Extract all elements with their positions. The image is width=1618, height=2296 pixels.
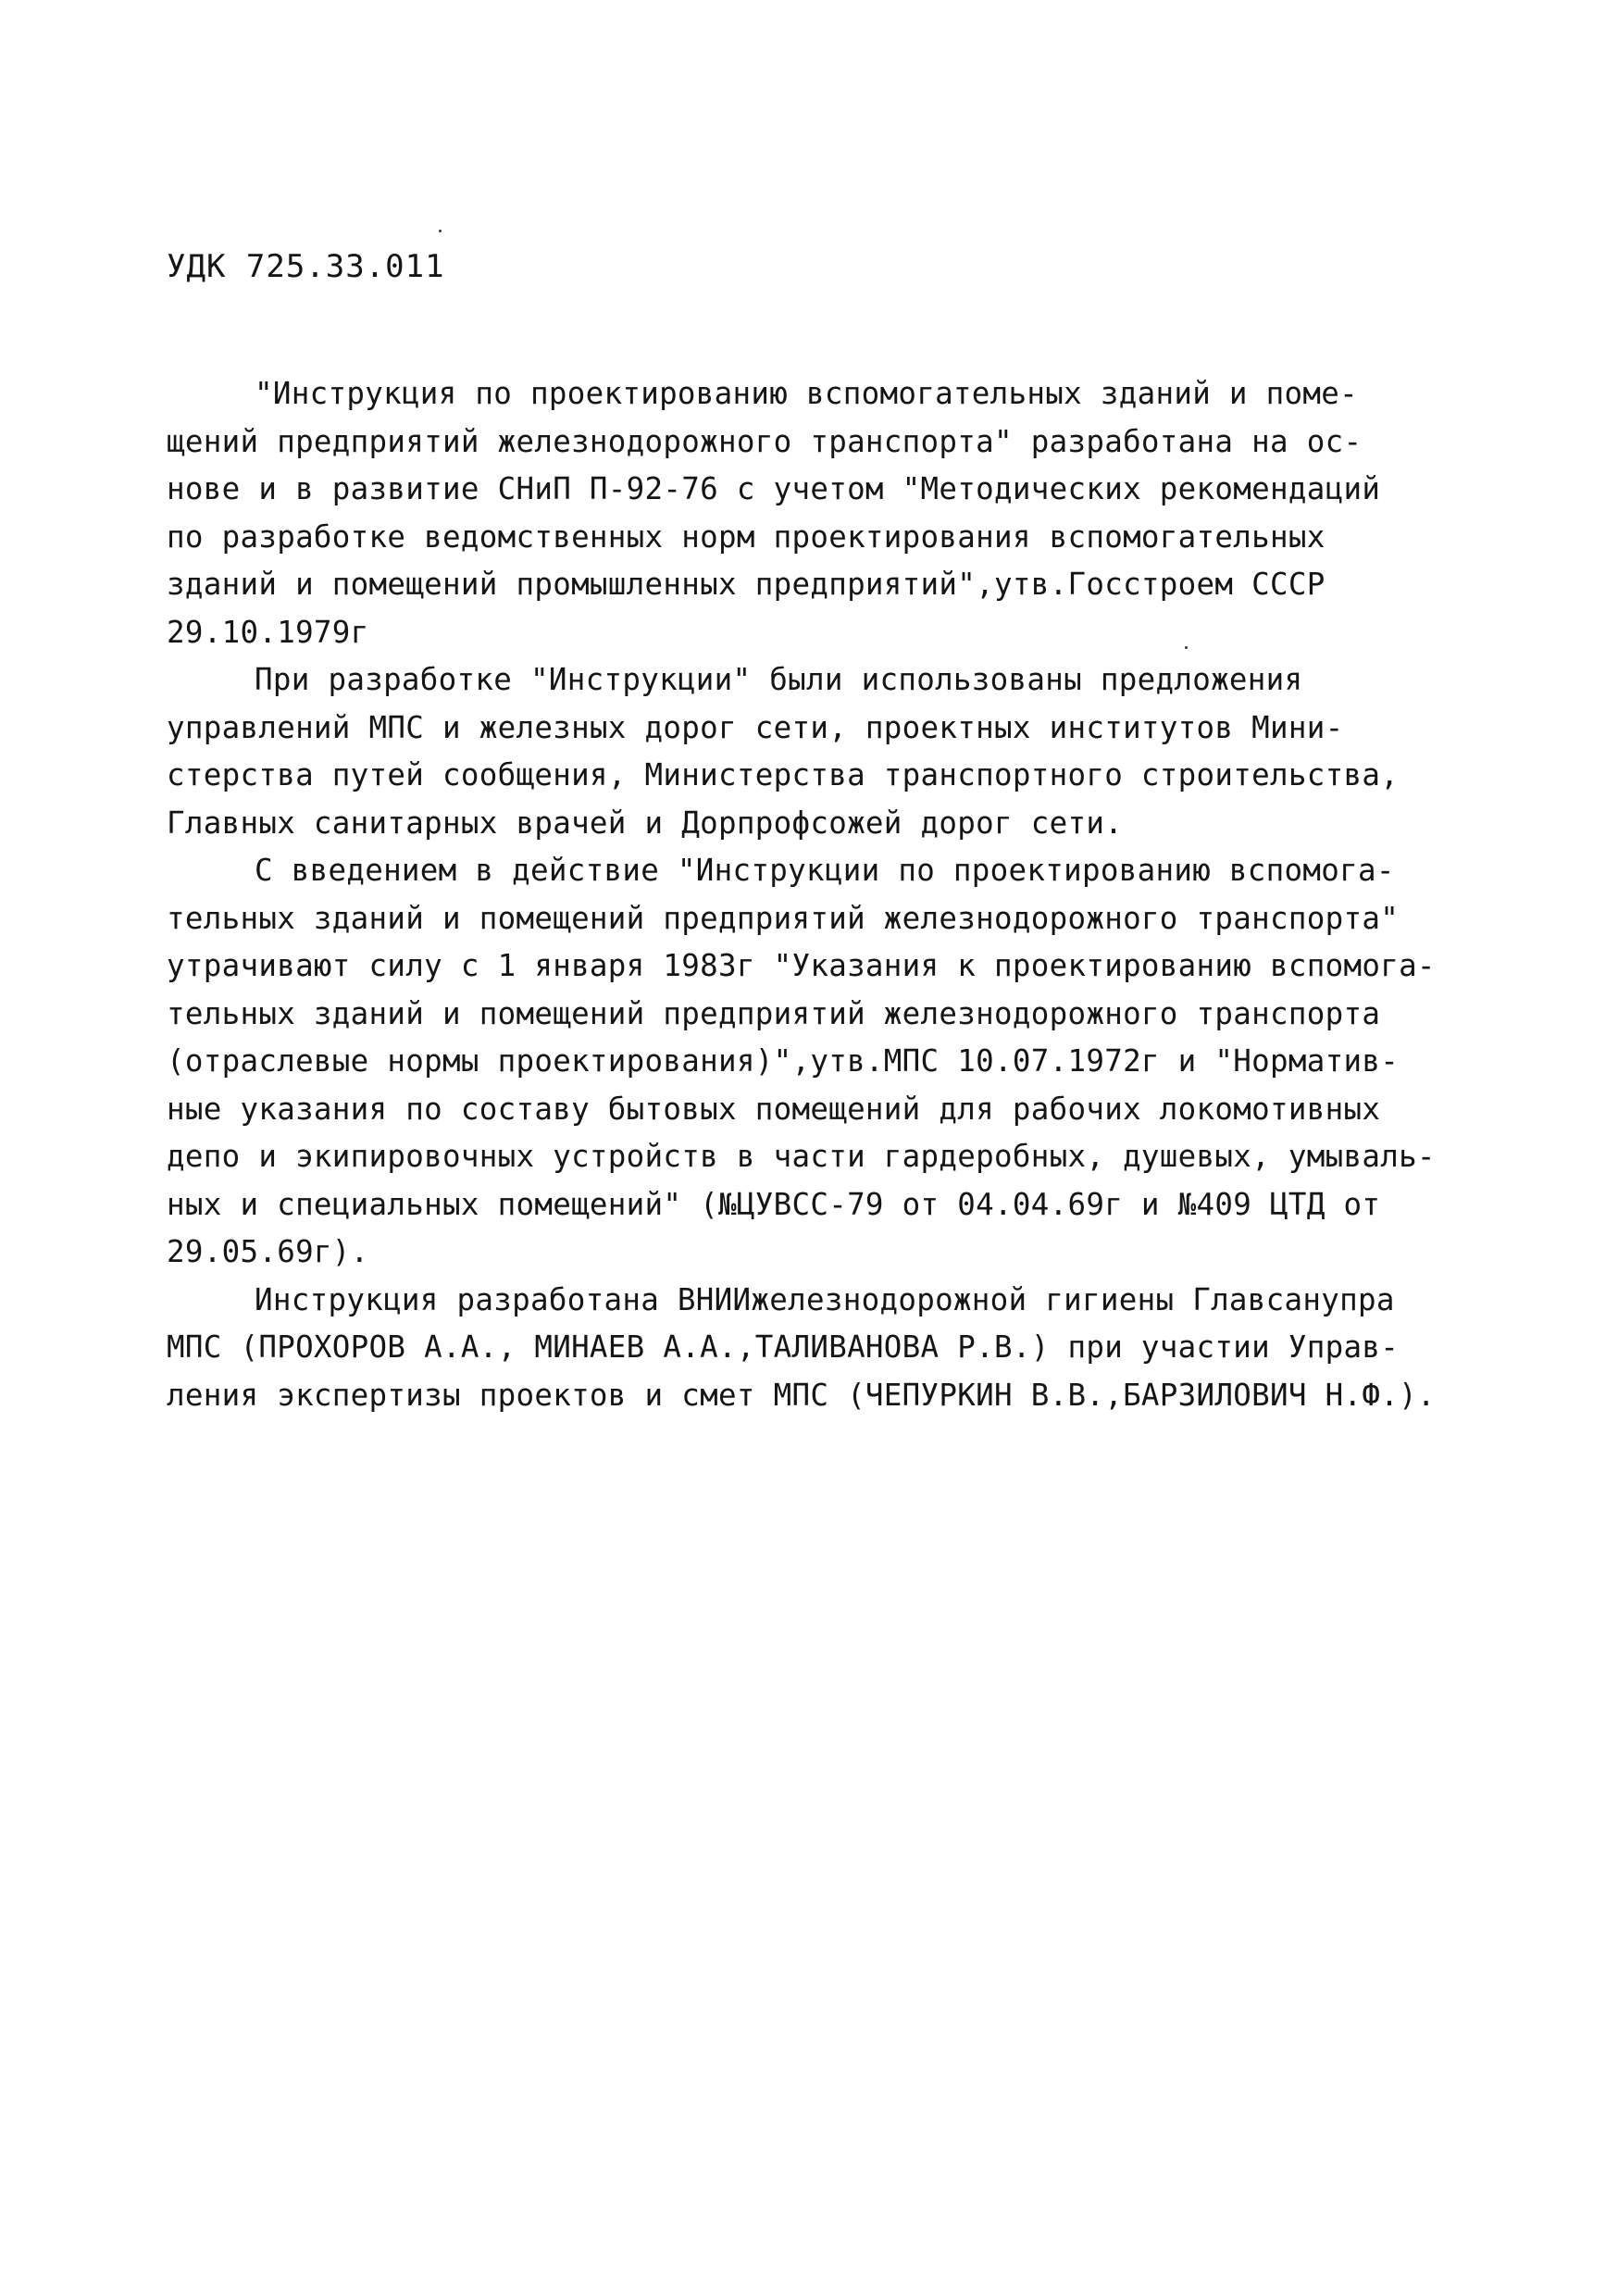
- text-line: С введением в действие "Инструкции по проектированию вспомога-: [255, 853, 1395, 888]
- udk-code: УДК 725.33.011: [167, 248, 445, 285]
- text-line: утрачивают силу с 1 января 1983г "Указания к проектированию вспомога-: [167, 948, 1436, 983]
- text-line: ных и специальных помещений" (№ЦУВСС-79 от 04.04.69г и №409 ЦТД от: [167, 1186, 1381, 1222]
- text-line: Главных санитарных врачей и Дорпрофсожей дорог сети.: [167, 805, 1124, 841]
- text-line: МПС (ПРОХОРОВ А.А., МИНАЕВ А.А.,ТАЛИВАНОВА Р.В.) при участии Управ-: [167, 1329, 1400, 1365]
- text-line: 29.10.1979г: [167, 614, 369, 650]
- text-line: стерства путей сообщения, Министерства транспортного строительства,: [167, 757, 1400, 792]
- text-line: ные указания по составу бытовых помещений для рабочих локомотивных: [167, 1091, 1381, 1127]
- text-line: (отраслевые нормы проектирования)",утв.МПС 10.07.1972г и "Норматив-: [167, 1043, 1400, 1079]
- text-line: нове и в развитие СНиП П-92-76 с учетом "Методических рекомендаций: [167, 471, 1381, 506]
- text-line: зданий и помещений промышленных предприятий",утв.Госстроем СССР: [167, 567, 1326, 602]
- text-line: депо и экипировочных устройств в части гардеробных, душевых, умываль-: [167, 1139, 1436, 1174]
- document-body: [167, 370, 1481, 1419]
- text-line: тельных зданий и помещений предприятий железнодорожного транспорта": [167, 900, 1400, 936]
- scan-speck: [439, 230, 442, 232]
- text-line: по разработке ведомственных норм проектирования вспомогательных: [167, 518, 1326, 555]
- text-line: управлений МПС и железных дорог сети, проектных институтов Мини-: [167, 709, 1344, 745]
- text-line: "Инструкция по проектированию вспомогательных зданий и поме-: [255, 376, 1358, 411]
- text-line: При разработке "Инструкции" были использованы предложения: [255, 662, 1303, 697]
- text-line: ления экспертизы проектов и смет МПС (ЧЕПУРКИН В.В.,БАРЗИЛОВИЧ Н.Ф.).: [167, 1377, 1436, 1413]
- text-line: Инструкция разработана ВНИИжелезнодорожной гигиены Главсанупра: [255, 1281, 1395, 1317]
- text-line: 29.05.69г).: [167, 1234, 369, 1269]
- text-line: тельных зданий и помещений предприятий железнодорожного транспорта: [167, 995, 1381, 1031]
- text-line: щений предприятий железнодорожного транспорта" разработана на ос-: [167, 423, 1363, 459]
